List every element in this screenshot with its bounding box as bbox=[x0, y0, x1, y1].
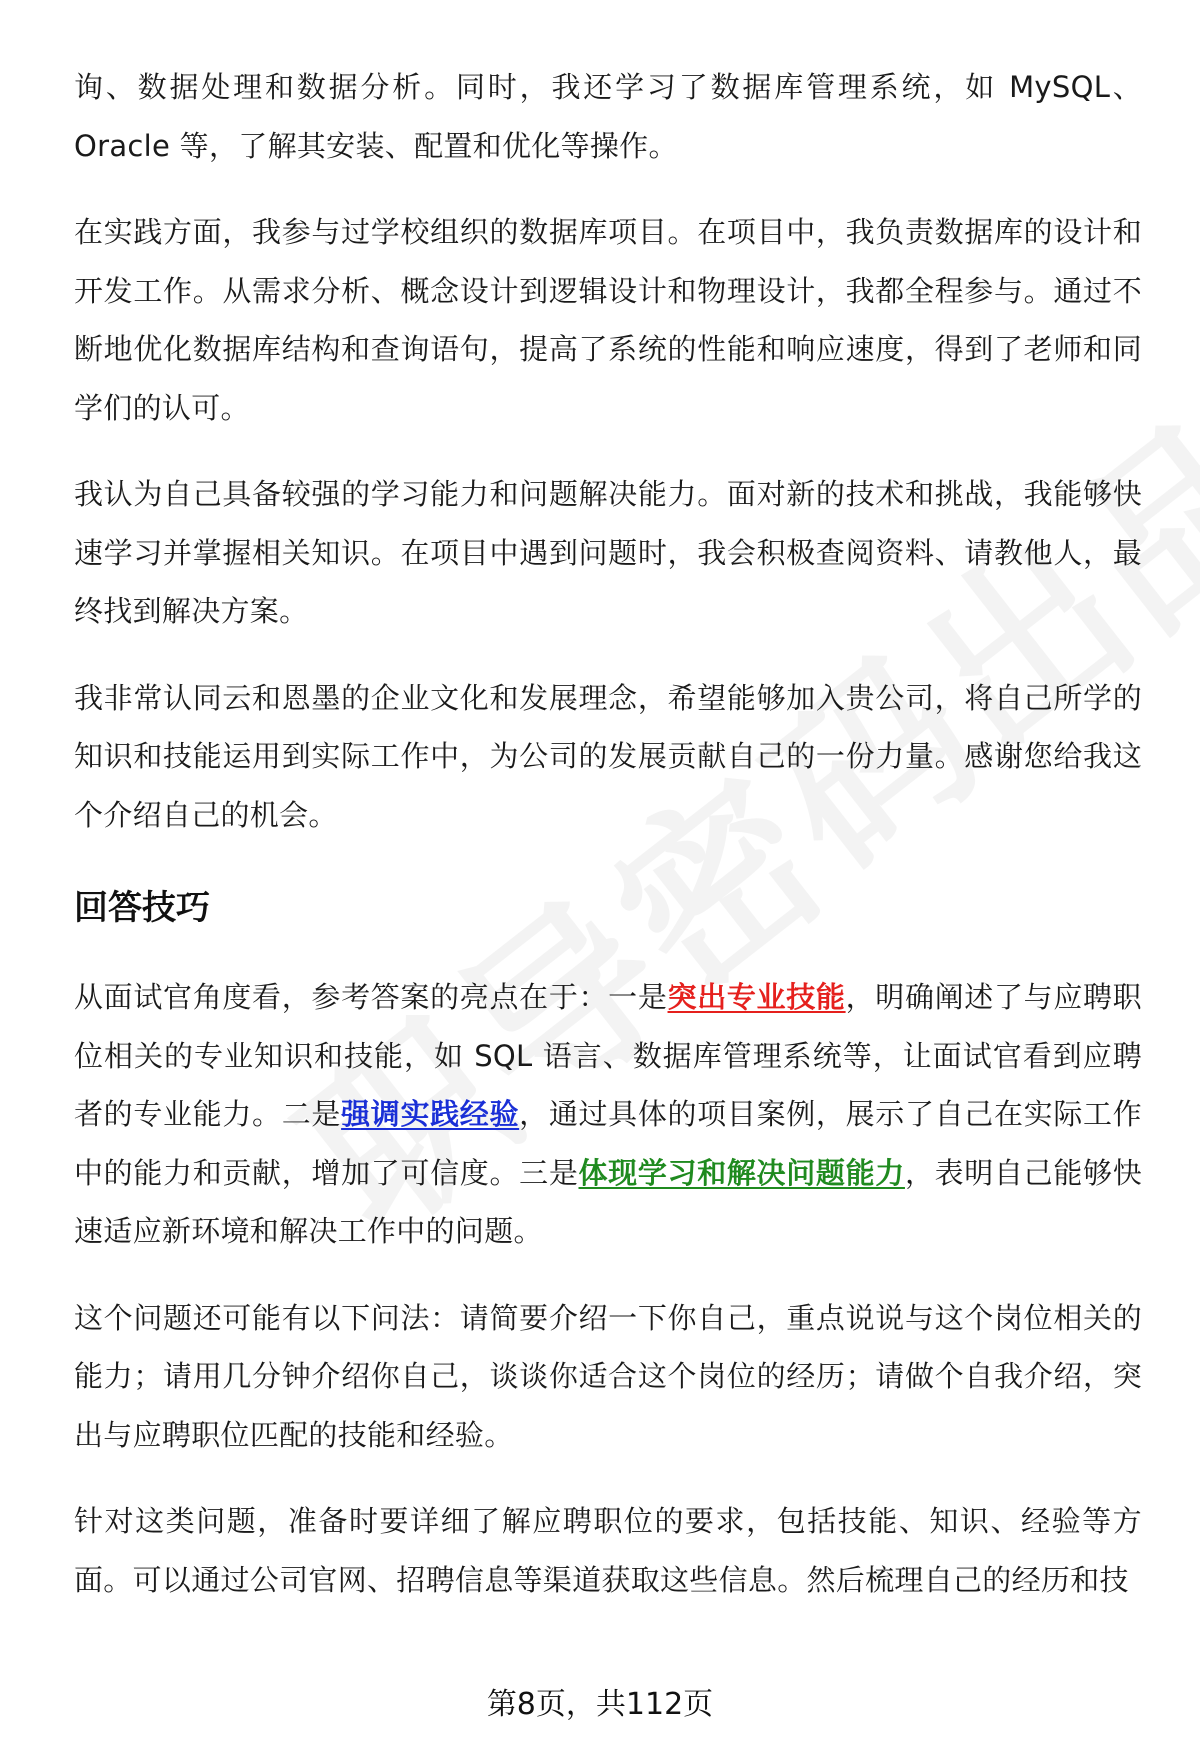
section-heading: 回答技巧 bbox=[74, 888, 210, 928]
tips-text: ，表明自己能够快速适应新环境和解决工作中的问题。 bbox=[74, 1155, 1142, 1248]
paragraph-skills-continued: 询、数据处理和数据分析。同时，我还学习了数据库管理系统，如 MySQL、Oracle 等，了解其安装、配置和优化等操作。 bbox=[74, 70, 1142, 163]
paragraph-practice: 在实践方面，我参与过学校组织的数据库项目。在项目中，我负责数据库的设计和开发工作。从需求分析、概念设计到逻辑设计和物理设计，我都全程参与。通过不断地优化数据库结构和查询语句，提高了系统的性能和响应速度，得到了老师和同学们的认可。 bbox=[74, 215, 1142, 425]
paragraph-learning-ability: 我认为自己具备较强的学习能力和问题解决能力。面对新的技术和挑战，我能够快速学习并掌握相关知识。在项目中遇到问题时，我会积极查阅资料、请教他人，最终找到解决方案。 bbox=[74, 477, 1142, 628]
highlight-practical-experience: 强调实践经验 bbox=[341, 1097, 520, 1131]
content-body bbox=[74, 58, 1142, 1637]
tips-text: ，明确阐述了与应聘职位相关的专业知识和技能，如 SQL 语言、数据库管理系统等，让面试官看到应聘者的专业能力。二是 bbox=[74, 980, 1142, 1131]
paragraph-company-fit: 我非常认同云和恩墨的企业文化和发展理念，希望能够加入贵公司，将自己所学的知识和技能运用到实际工作中，为公司的发展贡献自己的一份力量。感谢您给我这个介绍自己的机会。 bbox=[74, 680, 1142, 832]
page-number-footer: 第8页，共112页 bbox=[486, 1687, 714, 1722]
tips-text: 从面试官角度看，参考答案的亮点在于：一是 bbox=[74, 980, 668, 1014]
paragraph-preparation-advice: 针对这类问题，准备时要详细了解应聘职位的要求，包括技能、知识、经验等方面。可以通过公司官网、招聘信息等渠道获取这些信息。然后梳理自己的经历和技 bbox=[74, 1504, 1142, 1597]
highlight-learning-problem-solving: 体现学习和解决问题能力 bbox=[578, 1155, 905, 1190]
tips-text: ，通过具体的项目案例，展示了自己在实际工作中的能力和贡献，增加了可信度。三是 bbox=[74, 1097, 1142, 1190]
paragraph-alternative-questions: 这个问题还可能有以下问法：请简要介绍一下你自己，重点说说与这个岗位相关的能力；请用几分钟介绍你自己，谈谈你适合这个岗位的经历；请做个自我介绍，突出与应聘职位匹配的技能和经验。 bbox=[74, 1300, 1142, 1452]
highlight-professional-skills: 突出专业技能 bbox=[667, 980, 846, 1014]
paragraph-answer-tips bbox=[74, 968, 1142, 1261]
